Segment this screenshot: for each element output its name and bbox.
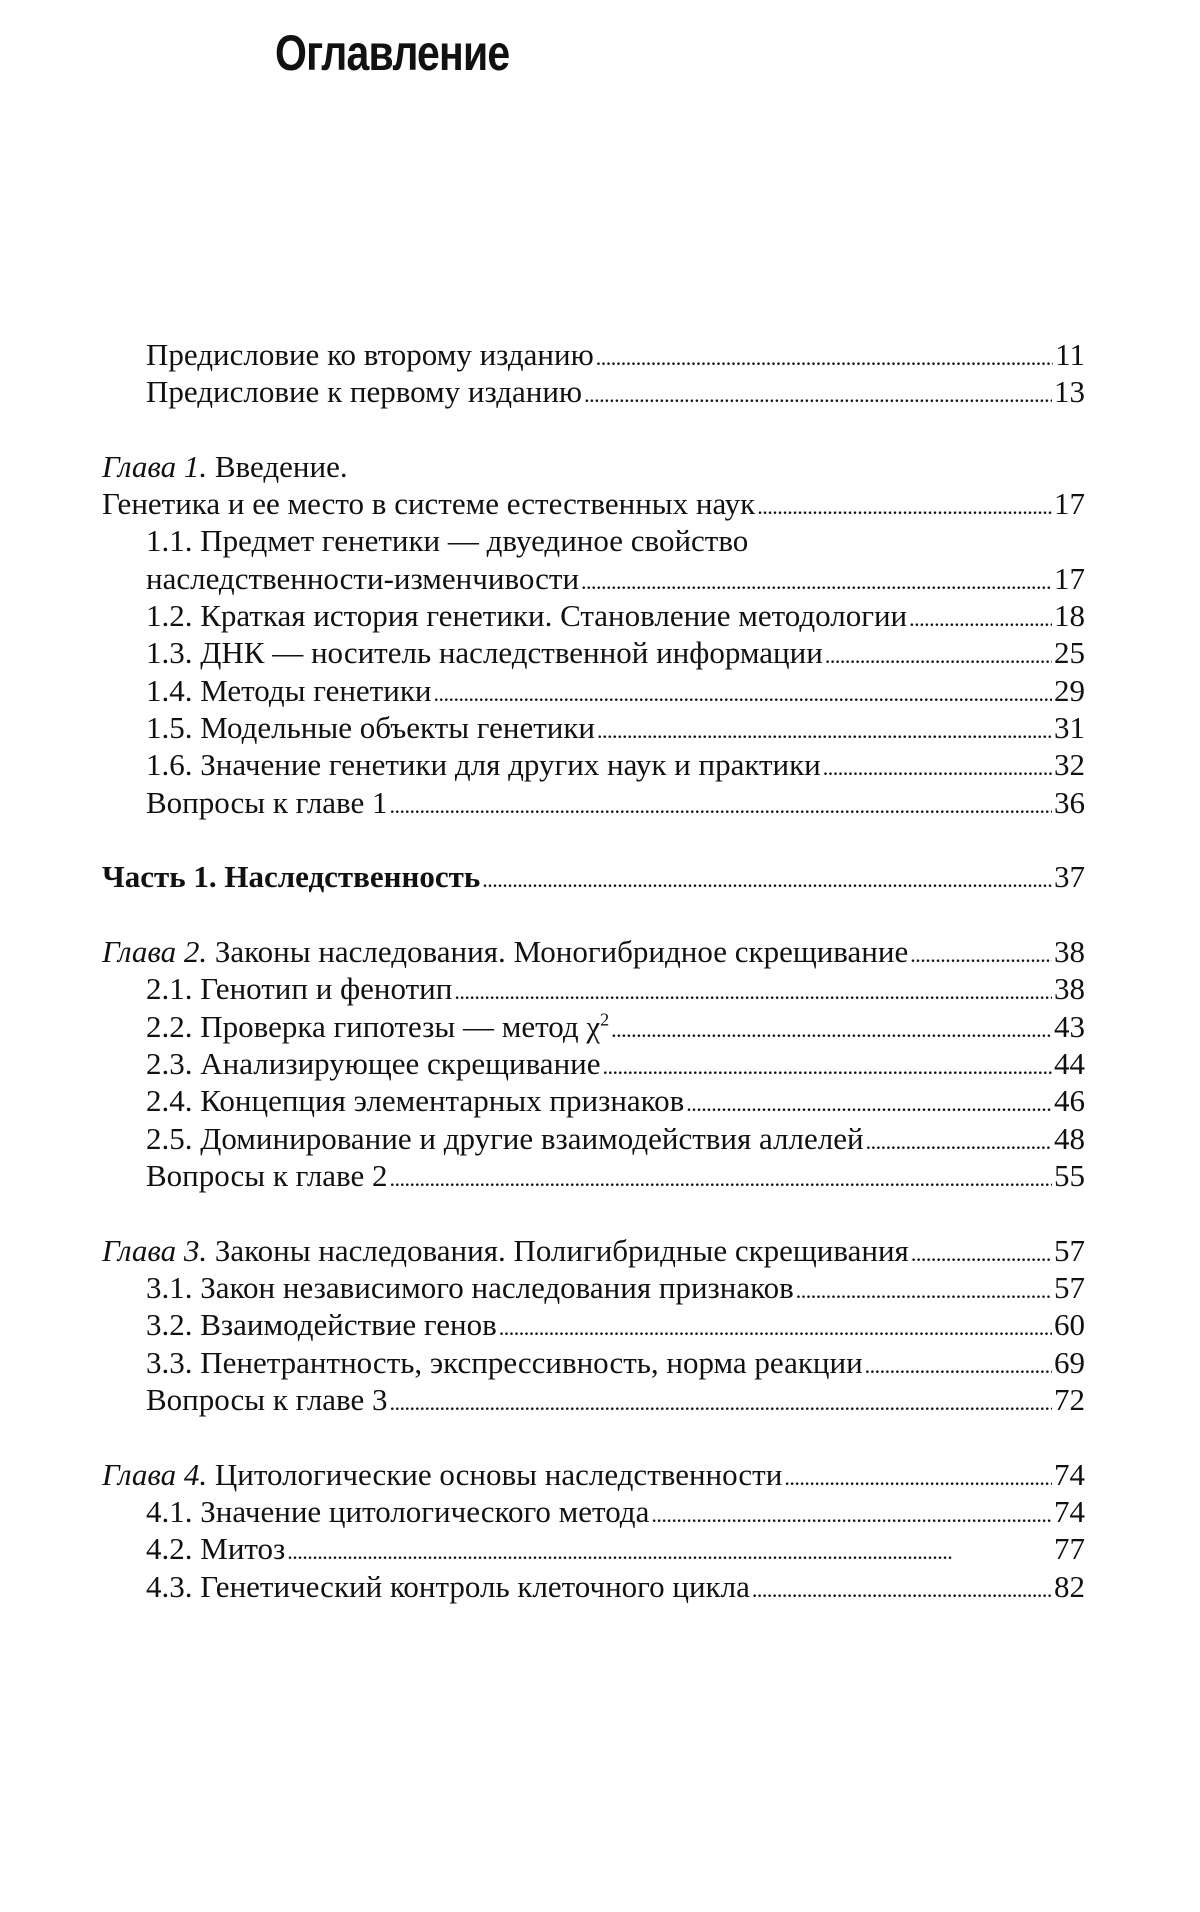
dot-leader [584,376,1052,414]
superscript: 2 [600,1009,610,1030]
toc-entry-text: 3.3. Пенетрантность, экспрессивность, норма реакции [146,1345,863,1380]
toc-entry-text: 1.6. Значение генетики для других наук и практики [146,747,821,782]
page-title: Оглавление [275,25,510,81]
dot-leader [597,712,1052,750]
toc-entry-text: 2.1. Генотип и фенотип [146,971,453,1006]
dot-leader [390,1384,1052,1422]
toc-part-1[interactable] [102,858,1085,896]
toc-page-number: 60 [1054,1307,1085,1342]
toc-section-2-4[interactable] [102,1082,1085,1120]
toc-page-number: 32 [1054,747,1085,782]
toc-page-number: 57 [1054,1233,1085,1268]
toc-page-number: 31 [1054,710,1085,745]
toc-section-1-3[interactable] [102,634,1085,672]
toc-questions-chapter-2[interactable] [102,1157,1085,1195]
toc-page-number: 38 [1054,934,1085,969]
toc-page-number: 46 [1054,1083,1085,1118]
dot-leader [603,1048,1052,1086]
toc-page-number: 29 [1054,673,1085,708]
toc-entry-text: Вопросы к главе 2 [146,1158,388,1193]
toc-entry-text: 4.3. Генетический контроль клеточного цикла [146,1569,750,1604]
toc-entry-text: Предисловие ко второму изданию [146,337,594,372]
dot-leader [866,1123,1052,1161]
chapter-label: Глава 2. [102,934,208,969]
chapter-label: Глава 3. [102,1233,208,1268]
toc-section-2-2[interactable] [102,1008,1085,1046]
toc-page-number: 69 [1054,1345,1085,1380]
toc-entry-text: Законы наследования. Полигибридные скрещивания [214,1233,909,1268]
toc-page-number: 74 [1054,1457,1085,1492]
toc-section-1-1-line2[interactable] [102,560,1085,598]
toc-chapter-1-subtitle[interactable] [102,485,1085,523]
dot-leader [596,339,1053,377]
toc-section-4-2[interactable] [102,1530,1085,1568]
toc-page-number: 43 [1054,1009,1085,1044]
toc-page-number: 57 [1054,1270,1085,1305]
toc-entry-text: Вопросы к главе 3 [146,1382,388,1417]
dot-leader [757,488,1052,526]
toc-entry-text: 2.3. Анализирующее скрещивание [146,1046,601,1081]
chapter-label: Глава 1. [102,449,208,484]
toc-section-1-4[interactable] [102,672,1085,710]
toc-page-number: 11 [1055,337,1085,372]
toc-page-number: 17 [1054,561,1085,596]
toc-entry-preface-second[interactable] [102,336,1085,374]
toc-questions-chapter-1[interactable] [102,784,1085,822]
toc-page-number: 48 [1054,1121,1085,1156]
toc-section-4-3[interactable] [102,1568,1085,1606]
toc-entry-text: наследственности-изменчивости [146,561,580,596]
toc-entry-text: 1.1. Предмет генетики — двуединое свойство [146,523,749,558]
toc-section-1-5[interactable] [102,709,1085,747]
toc-entry-text: 3.2. Взаимодействие генов [146,1307,497,1342]
toc-entry-text: 1.3. ДНК — носитель наследственной информации [146,635,823,670]
toc-entry-text: 2.2. Проверка гипотезы — метод χ [146,1009,601,1044]
toc-page-number: 82 [1054,1569,1085,1604]
toc-chapter-4[interactable] [102,1456,1085,1494]
toc-entry-text: Цитологические основы наследственности [214,1457,783,1492]
toc-entry-text: Законы наследования. Моногибридное скрещивание [214,934,909,969]
toc-page-number: 17 [1054,486,1085,521]
toc-section-2-3[interactable] [102,1045,1085,1083]
toc-section-2-1[interactable] [102,970,1085,1008]
toc-page-number: 44 [1054,1046,1085,1081]
toc-entry-text: 2.4. Концепция элементарных признаков [146,1083,685,1118]
toc-section-4-1[interactable] [102,1493,1085,1531]
dot-leader [287,1533,1052,1571]
dot-leader [823,749,1052,787]
toc-page-number: 37 [1054,859,1085,894]
dot-leader [911,1235,1052,1273]
dot-leader [796,1272,1052,1310]
toc-entry-text: 4.1. Значение цитологического метода [146,1494,650,1529]
toc-entry-text: 2.5. Доминирование и другие взаимодействия аллелей [146,1121,864,1156]
dot-leader [390,787,1052,825]
toc-section-1-1-line1[interactable] [102,522,1085,560]
toc-page-number: 77 [1054,1531,1085,1566]
toc-entry-text: 1.4. Методы генетики [146,673,432,708]
dot-leader [909,600,1052,638]
toc-entry-text: 1.2. Краткая история генетики. Становление методологии [146,598,908,633]
dot-leader [825,637,1052,675]
toc-chapter-2[interactable] [102,933,1085,971]
toc-page-number: 25 [1054,635,1085,670]
dot-leader [454,973,1052,1011]
toc-page-number: 36 [1054,785,1085,820]
toc-questions-chapter-3[interactable] [102,1381,1085,1419]
toc-page-number: 72 [1054,1382,1085,1417]
toc-entry-text: 4.2. Митоз [146,1531,286,1566]
toc-page-number: 38 [1054,971,1085,1006]
chapter-label: Глава 4. [102,1457,208,1492]
toc-page-number: 55 [1054,1158,1085,1193]
toc-entry-text: Вопросы к главе 1 [146,785,388,820]
dot-leader [433,675,1052,713]
dot-leader [910,936,1052,974]
dot-leader [865,1347,1052,1385]
toc-entry-text: Часть 1. Наследственность [102,859,481,894]
toc-chapter-1-heading[interactable] [102,448,1085,486]
toc-section-3-1[interactable] [102,1269,1085,1307]
toc-section-1-2[interactable] [102,597,1085,635]
toc-section-3-3[interactable] [102,1344,1085,1382]
toc-section-3-2[interactable] [102,1306,1085,1344]
dot-leader [611,1011,1052,1049]
toc-page-number: 74 [1054,1494,1085,1529]
toc-entry-text: 3.1. Закон независимого наследования признаков [146,1270,794,1305]
dot-leader [651,1496,1052,1534]
dot-leader [581,563,1052,601]
toc-section-1-6[interactable] [102,746,1085,784]
toc-chapter-3[interactable] [102,1232,1085,1270]
toc-section-2-5[interactable] [102,1120,1085,1158]
dot-leader [686,1085,1052,1123]
dot-leader [499,1309,1052,1347]
dot-leader [482,861,1052,899]
dot-leader [784,1459,1052,1497]
toc-page-number: 13 [1054,374,1085,409]
toc-entry-text: 1.5. Модельные объекты генетики [146,710,595,745]
dot-leader [390,1160,1052,1198]
toc-entry-text: Введение. [214,449,348,484]
toc-entry-text: Генетика и ее место в системе естественных наук [102,486,756,521]
toc-page-number: 18 [1054,598,1085,633]
toc-entry-text: Предисловие к первому изданию [146,374,583,409]
toc-entry-preface-first[interactable] [102,373,1085,411]
dot-leader [752,1571,1052,1609]
